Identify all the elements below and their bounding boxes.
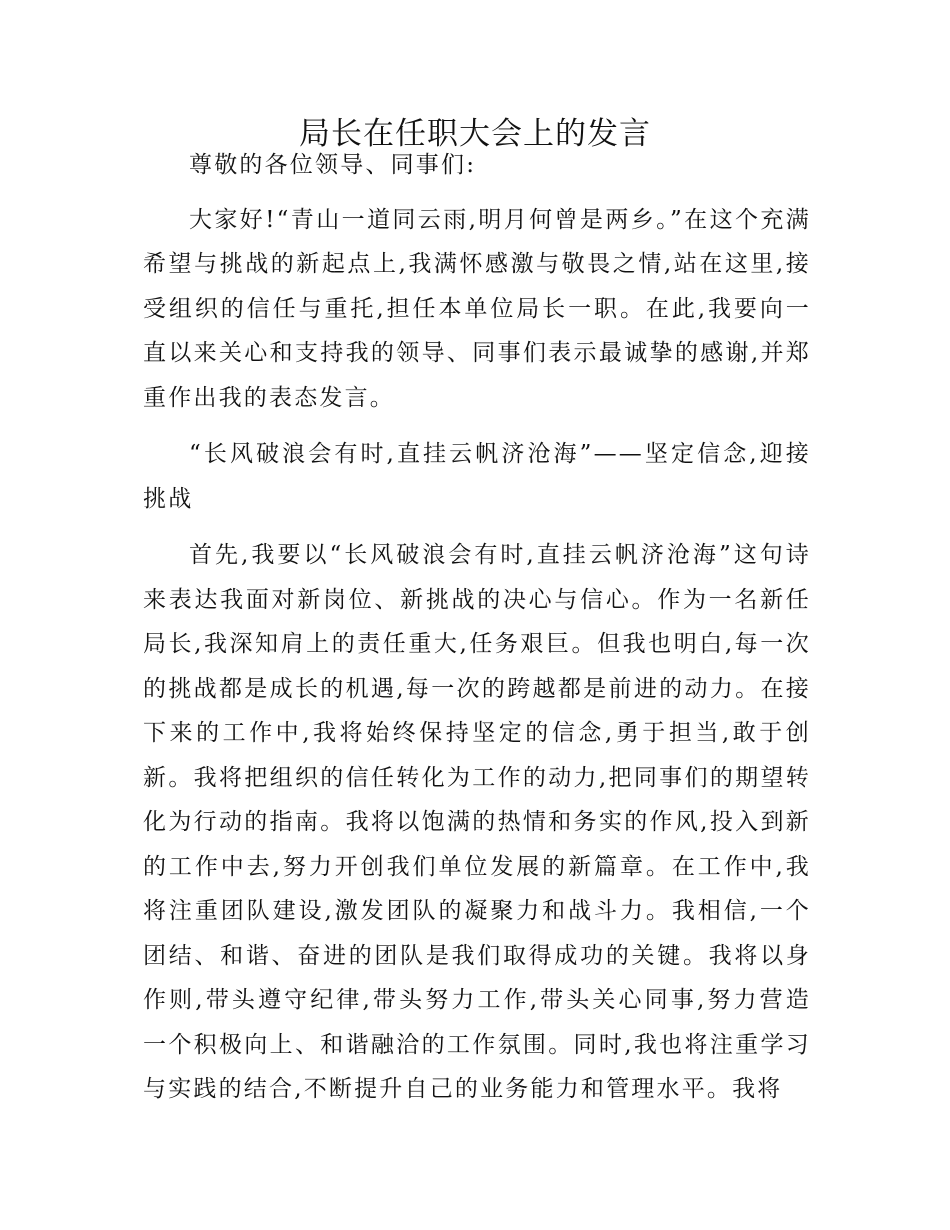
salutation-paragraph: 尊敬的各位领导、同事们: <box>189 152 477 178</box>
document-body <box>143 143 811 1112</box>
section-heading: “长风破浪会有时,直挂云帆济沧海”——坚定信念,迎接挑战 <box>143 441 811 512</box>
body-paragraph: 首先,我要以“长风破浪会有时,直挂云帆济沧海”这句诗来表达我面对新岗位、新挑战的决心与信心。作为一名新任局长,我深知肩上的责任重大,任务艰巨。但我也明白,每一次的挑战都是成长的机遇,每一次的跨越都是前进的动力。在接下来的工作中,我将始终保持坚定的信念,勇于担当,敢于创新。我将把组织的信任转化为工作的动力,把同事们的期望转化为行动的指南。我将以饱满的热情和务实的作风,投入到新的工作中去,努力开创我们单位发展的新篇章。在工作中,我将注重团队建设,激发团队的凝聚力和战斗力。我相信,一个团结、和谐、奋进的团队是我们取得成功的关键。我将以身作则,带头遵守纪律,带头努力工作,带头关心同事,努力营造一个积极向上、和谐融洽的工作氛围。同时,我也将注重学习与实践的结合,不断提升自己的业务能力和管理水平。我将 <box>143 542 811 1102</box>
opening-paragraph: 大家好!“青山一道同云雨,明月何曾是两乡。”在这个充满希望与挑战的新起点上,我满怀感激与敬畏之情,站在这里,接受组织的信任与重托,担任本单位局长一职。在此,我要向一直以来关心和支持我的领导、同事们表示最诚挚的感谢,并郑重作出我的表态发言。 <box>143 206 811 411</box>
document-title: 局长在任职大会上的发言 <box>299 116 651 152</box>
